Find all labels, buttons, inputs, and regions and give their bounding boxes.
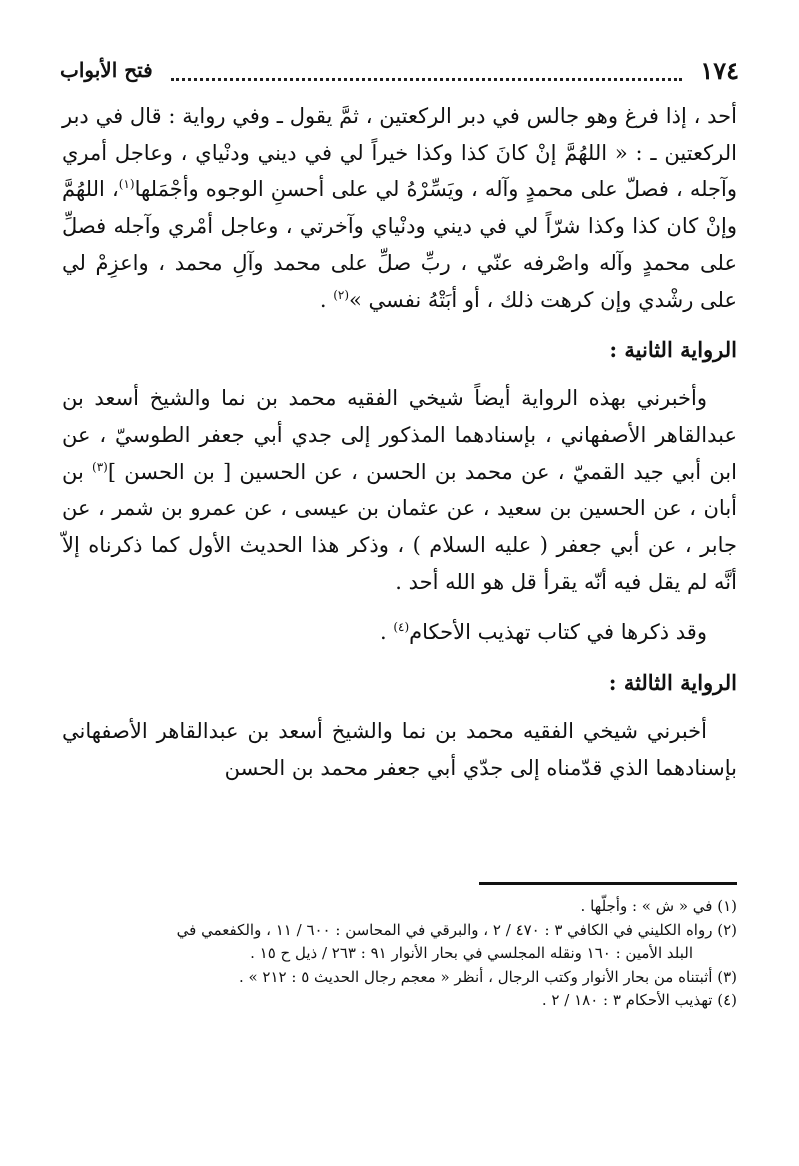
paragraph-second-narration: وأخبرني بهذه الرواية أيضاً شيخي الفقيه محمد بن نما والشيخ أسعد بن عبدالقاهر الأصفهاني ، بإسنادهما المذكور إلى جدي أبي جعفر الطوسيّ ، عن ابن أبي جيد القميّ ، عن محمد بن الحسن ، عن الحسين [ بن الحسن ]$^{(٣)}$ بن أبان ، عن الحسين بن سعيد ، عن عثمان بن عيسى ، عن عمرو بن شمر ، عن جابر ، عن أبي جعفر ( عليه السلام ) ، وذكر هذا الحديث الأول كما ذكرناه إلاّ أنَّه لم يقل فيه أنّه يقرأ قل هو الله أحد . xyxy=(62,386,737,594)
footnote-2-continuation: البلد الأمين : ١٦٠ ونقله المجلسي في بحار الأنوار ٩١ : ٢٦٣ / ذيل ح ١٥ . xyxy=(250,944,693,962)
main-text xyxy=(62,98,737,787)
paragraph-first-narration: أحد ، إذا فرغ وهو جالس في دبر الركعتين ، ثمَّ يقول ـ وفي رواية : قال في دبر الركعتين ـ : « اللهُمَّ إنْ كانَ كذا وكذا خيراً لي في ديني ودنْياي ، وعاجل أمري وآجله ، فصلّ على محمدٍ وآله ، ويَسِّرْهُ لي على أحسنِ الوجوه وأجْمَلها$^{(١)}$، اللهُمَّ وإنْ كان كذا وكذا شرّاً لي في ديني ودنْياي وآخرتي ، وعاجل أمْري وآجله فصلِّ على محمدٍ وآله واصْرفه عنّي ، ربِّ صلِّ على محمد وآلِ محمد ، واعزِمْ لي على رشْدي وإن كرهت ذلك ، أو أبَتْهُ نفسي »$^{(٢)}$ . xyxy=(62,104,738,312)
footnote-separator xyxy=(479,882,737,885)
page-number: ١٧٤ xyxy=(700,55,739,85)
section-heading-third-narration: الرواية الثالثة : xyxy=(608,670,737,696)
footnote-4: (٤) تهذيب الأحكام ٣ : ١٨٠ / ٢ . xyxy=(541,991,737,1009)
footnote-1: (١) في « ش » : وأجلّها . xyxy=(580,897,737,915)
header-dotted-leader xyxy=(171,72,683,81)
paragraph-tahdhib-reference: وقد ذكرها في كتاب تهذيب الأحكام$^{(٤)}$ . xyxy=(379,620,707,645)
footnote-ref-4[interactable]: (٤) xyxy=(393,620,410,635)
footnote-ref-3[interactable]: (٣) xyxy=(92,459,108,474)
running-title: فتح الأبواب xyxy=(60,58,153,82)
section-heading-second-narration: الرواية الثانية : xyxy=(609,337,737,363)
page-header xyxy=(60,52,739,88)
footnote-2: (٢) رواه الكليني في الكافي ٣ : ٤٧٠ / ٢ ، والبرقي في المحاسن : ٦٠٠ / ١١ ، والكفعمي في xyxy=(176,920,737,939)
paragraph-third-narration: أخبرني شيخي الفقيه محمد بن نما والشيخ أسعد بن عبدالقاهر الأصفهاني بإسنادهما الذي قدّمناه إلى جدّي أبي جعفر محمد بن الحسن xyxy=(62,719,737,780)
footnote-ref-1[interactable]: (١) xyxy=(118,177,135,192)
footnotes xyxy=(62,895,737,1013)
footnote-3: (٣) أثبتناه من بحار الأنوار وكتب الرجال ، أنظر « معجم رجال الحديث ٥ : ٢١٢ » . xyxy=(238,967,737,986)
footnote-ref-2[interactable]: (٢) xyxy=(333,287,350,302)
